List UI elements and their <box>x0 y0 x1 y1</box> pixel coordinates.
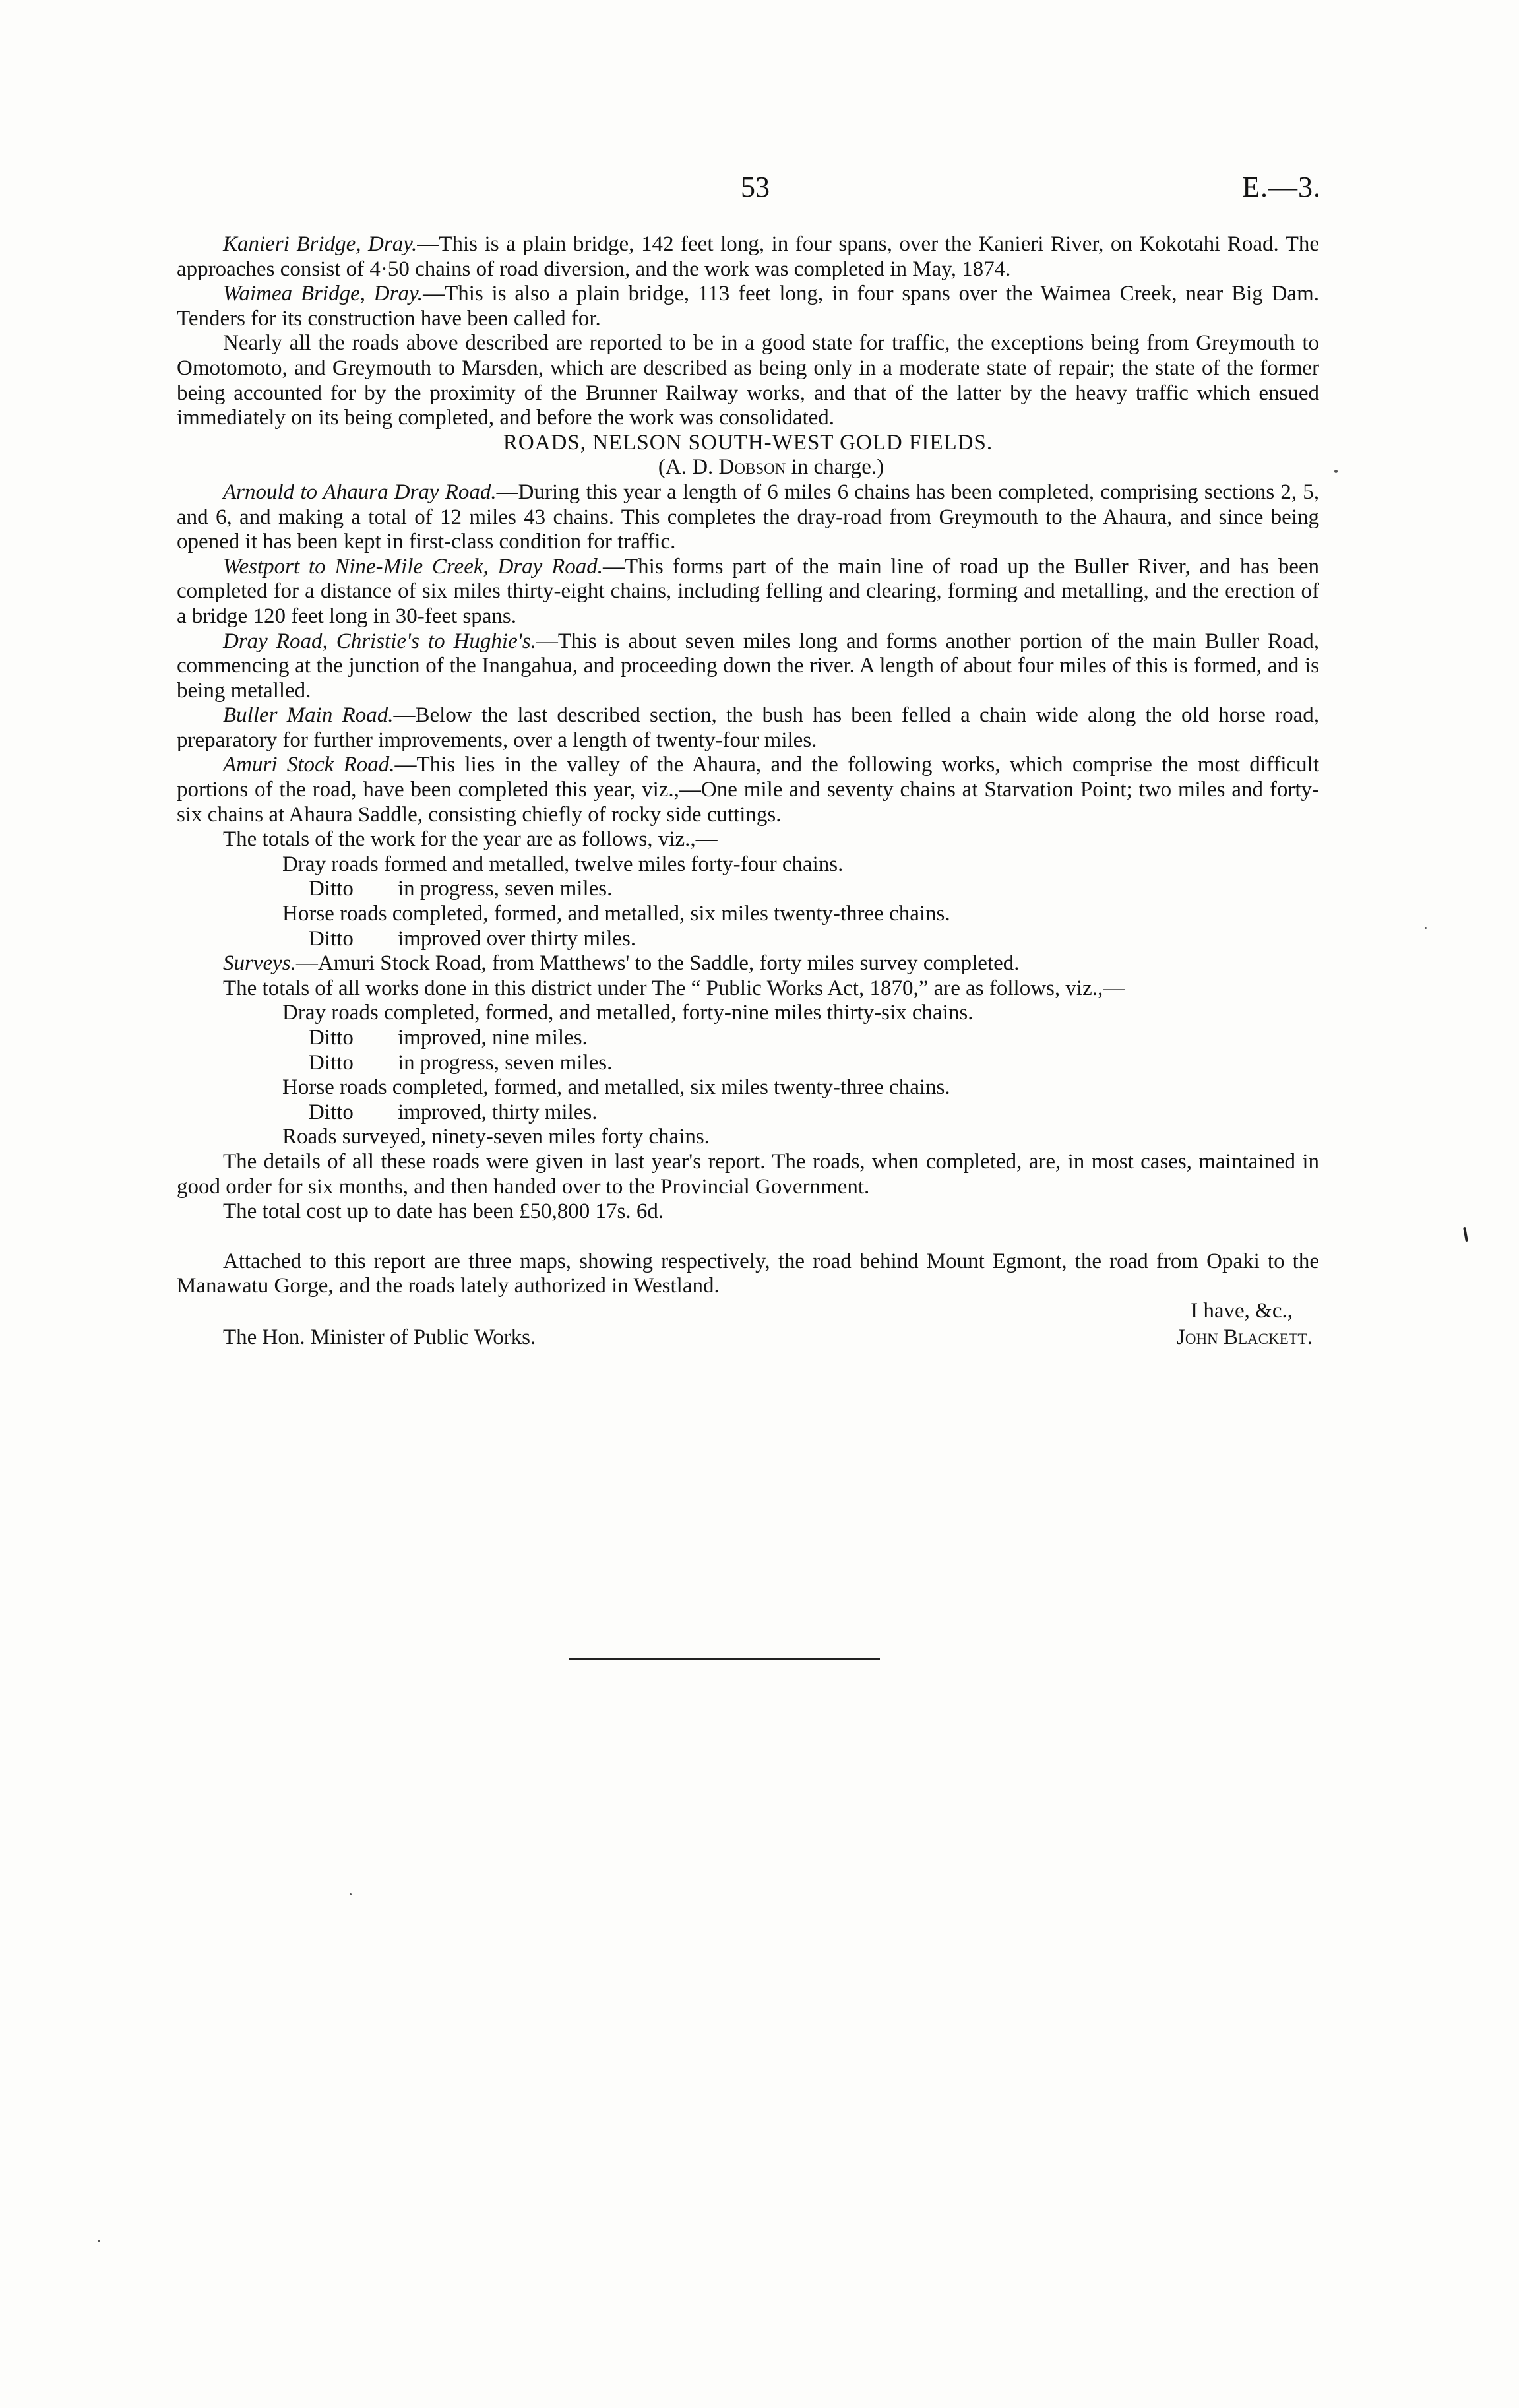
closing-salutation-row <box>177 1299 1319 1325</box>
ditto-text: improved over thirty miles. <box>398 926 636 951</box>
signature: John Blackett. <box>1177 1325 1313 1349</box>
paragraph-text: —This is a plain bridge, 142 feet long, in four spans, over the Kanieri River, on Kokotahi Road. The approaches consist of 4·50 chains of road diversion, and the work was completed in May, 1874. <box>177 232 1320 281</box>
paragraph-surveys <box>177 951 1319 976</box>
paragraph-text: —This lies in the valley of the Ahaura, and the following works, which comprise the most difficult portions of the road, have been completed this year, viz.,—One mile and seventy chains at Starvation Point; two miles and forty-six chains at Ahaura Saddle, consisting chiefly of rocky side cuttings. <box>177 753 1319 827</box>
scan-mark <box>1463 1227 1468 1242</box>
paragraph-total-cost: The total cost up to date has been £50,800 17s. 6d. <box>223 1199 664 1224</box>
paragraph-all-works-intro: The totals of all works done in this district under The “ Public Works Act, 1870,” are as follows, viz.,— <box>223 976 1125 1000</box>
section-subheading <box>177 455 1319 480</box>
section-heading: ROADS, NELSON SOUTH-WEST GOLD FIELDS. <box>503 430 993 455</box>
ditto-label: Ditto <box>309 926 354 951</box>
scan-speck <box>1334 470 1338 473</box>
paragraph-text: —Amuri Stock Road, from Matthews' to the Saddle, forty miles survey completed. <box>295 951 1020 976</box>
paragraph-text: —This is about seven miles long and forms another portion of the main Buller Road, commencing at the junction of the Inangahua, and proceeding down the river. A length of about four miles of this is formed, and is being metalled. <box>177 629 1319 703</box>
year-totals-list <box>177 852 1319 951</box>
ditto-label: Ditto <box>309 1050 354 1075</box>
engineer-name: Dobson <box>718 455 786 480</box>
subheading-prefix: (A. D. <box>658 455 719 480</box>
paragraph-lead: Waimea Bridge, Dray. <box>223 282 423 306</box>
paragraph-christies <box>177 629 1319 704</box>
paragraph-lead: Buller Main Road. <box>223 703 394 728</box>
list-item <box>177 1100 1319 1125</box>
paragraph-text: —This is also a plain bridge, 113 feet long, in four spans over the Waimea Creek, near Big Dam. Tenders for its construction have been called for. <box>177 282 1319 331</box>
spacer <box>177 1224 1319 1250</box>
paragraph-text: The totals of the work for the year are as follows, viz.,— <box>223 827 718 852</box>
list-item: Horse roads completed, formed, and metalled, six miles twenty-three chains. <box>282 902 950 926</box>
list-item: Dray roads formed and metalled, twelve miles forty-four chains. <box>282 852 844 876</box>
list-item: Roads surveyed, ninety-seven miles forty chains. <box>282 1125 710 1149</box>
list-item <box>177 877 1319 902</box>
paragraph-road-state <box>177 331 1319 430</box>
paragraph-kanieri-bridge <box>177 232 1319 282</box>
divider-rule <box>569 1658 880 1660</box>
paragraph-year-totals-intro <box>177 827 1319 852</box>
ditto-text: in progress, seven miles. <box>398 1050 613 1075</box>
page-number: 53 <box>741 171 770 203</box>
ditto-label: Ditto <box>309 877 354 901</box>
ditto-text: improved, thirty miles. <box>398 1100 598 1124</box>
ditto-text: improved, nine miles. <box>398 1026 588 1050</box>
document-reference: E.—3. <box>1242 171 1321 203</box>
scan-speck <box>98 2240 100 2242</box>
paragraph-details: The details of all these roads were given in last year's report. The roads, when completed, are, in most cases, maintained in good order for six months, and then handed over to the Provincial Government. <box>177 1149 1319 1199</box>
all-totals-list <box>177 1001 1319 1150</box>
paragraph-text: Nearly all the roads above described are reported to be in a good state for traffic, the exceptions being from Greymouth to Omotomoto, and Greymouth to Marsden, which are described as being only in a moderate state of repair; the state of the former being accounted for by the proximity of the Brunner Railway works, and that of the latter by the heavy traffic which ensued immediately on its being completed, and before the work was consolidated. <box>177 331 1319 430</box>
report-body <box>177 232 1319 1352</box>
list-item <box>177 1051 1319 1076</box>
addressee: The Hon. Minister of Public Works. <box>223 1325 536 1349</box>
salutation: I have, &c., <box>1191 1298 1293 1323</box>
list-item <box>177 1026 1319 1051</box>
paragraph-westport <box>177 555 1319 629</box>
paragraph-lead: Arnould to Ahaura Dray Road. <box>223 480 497 504</box>
scan-speck <box>1425 927 1427 929</box>
paragraph-lead: Westport to Nine-Mile Creek, Dray Road. <box>223 554 604 579</box>
scan-speck <box>350 1893 352 1895</box>
paragraph-lead: Amuri Stock Road. <box>223 753 395 777</box>
subheading-suffix: in charge.) <box>786 455 884 480</box>
paragraph-text: —During this year a length of 6 miles 6 chains has been completed, comprising sections 2, 5, and 6, and making a total of 12 miles 43 chains. This completes the dray-road from Greymouth to the Ahaura, and since being opened it has been kept in first-class condition for traffic. <box>177 480 1319 554</box>
list-item: Horse roads completed, formed, and metalled, six miles twenty-three chains. <box>282 1075 950 1100</box>
paragraph-text: —Below the last described section, the bush has been felled a chain wide along the old horse road, preparatory for further improvements, over a length of twenty-four miles. <box>177 703 1319 752</box>
paragraph-text: —This forms part of the main line of road up the Buller River, and has been completed for a distance of six miles thirty-eight chains, including felling and clearing, forming and metalling, and the erection of a bridge 120 feet long in 30-feet spans. <box>177 554 1319 628</box>
paragraph-lead: Kanieri Bridge, Dray. <box>223 232 418 256</box>
paragraph-waimea-bridge <box>177 282 1319 331</box>
paragraph-lead: Surveys. <box>223 951 296 976</box>
list-item <box>177 927 1319 952</box>
page-header <box>0 170 1519 210</box>
paragraph-lead: Dray Road, Christie's to Hughie's. <box>223 629 536 653</box>
signature-row <box>177 1325 1319 1352</box>
paragraph-attachment: Attached to this report are three maps, showing respectively, the road behind Mount Egmont, the road from Opaki to the Manawatu Gorge, and the roads lately authorized in Westland. <box>177 1249 1319 1298</box>
ditto-label: Ditto <box>309 1026 354 1050</box>
paragraph-buller-main <box>177 703 1319 753</box>
list-item: Dray roads completed, formed, and metalled, forty-nine miles thirty-six chains. <box>282 1001 974 1025</box>
paragraph-amuri-stock <box>177 753 1319 827</box>
ditto-label: Ditto <box>309 1100 354 1124</box>
ditto-text: in progress, seven miles. <box>398 877 613 901</box>
paragraph-arnould-ahaura <box>177 480 1319 555</box>
